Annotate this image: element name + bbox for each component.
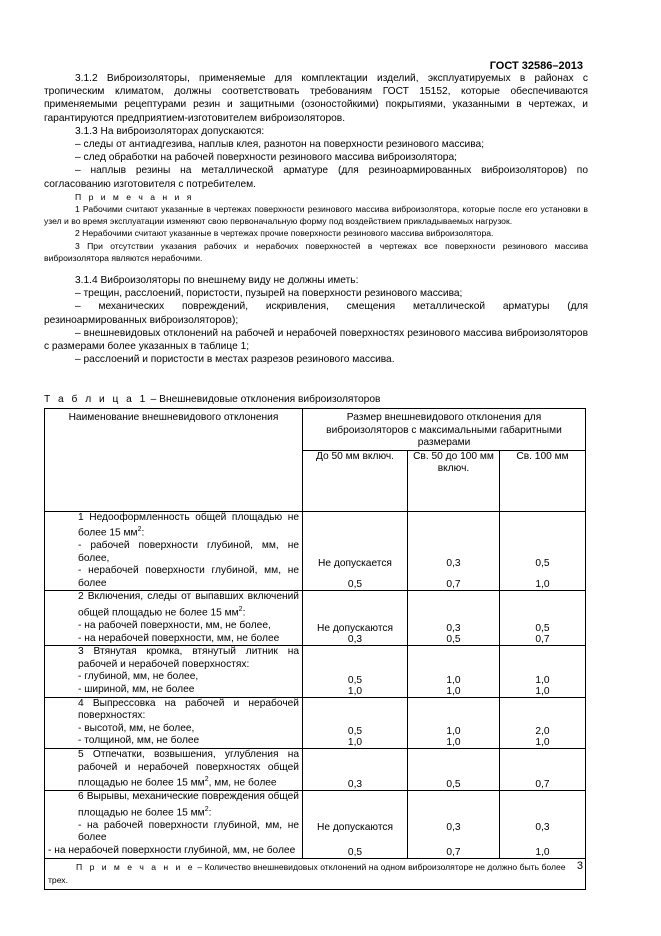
page-number: 3 — [576, 860, 583, 872]
list-item: – механических повреждений, искривления, смещения металлической арматуры (для резиноармированных виброизоляторов); — [44, 301, 588, 326]
standard-number: ГОСТ 32586–2013 — [489, 60, 583, 72]
table-cell: 0,7 — [500, 748, 586, 790]
table-cell: 0,3 — [303, 748, 408, 790]
table-cell: 0,5 1,0 — [303, 646, 408, 697]
table-cell: Не допускаются 0,5 — [303, 791, 408, 858]
table-cell: Не допускаются 0,3 — [303, 591, 408, 646]
table-row — [45, 748, 586, 790]
paragraph-3-1-3: 3.1.3 На виброизоляторах допускаются: — [75, 125, 265, 137]
column-header-name: Наименование внешневидового отклонения — [45, 409, 303, 512]
list-item: – расслоений и пористости в местах разрезов резинового массива. — [75, 354, 395, 366]
table-row — [45, 511, 586, 591]
row-4-title: 4 Выпрессовка на рабочей и нерабочей поверхностях: — [78, 697, 299, 722]
row-4-item-a: - высотой, мм, не более, — [78, 722, 195, 734]
row-1-name — [45, 511, 303, 591]
table-cell: 1,0 1,0 — [408, 697, 500, 748]
table-note: П р и м е ч а н и е – Количество внешневидовых отклонений на одном виброизоляторе не должно быть более трех. — [45, 858, 586, 889]
table-caption-text: – Внешневидовые отклонения виброизоляторов — [147, 394, 381, 405]
row-1-item-a: - рабочей поверхности глубиной, мм, не более, — [78, 540, 299, 564]
row-2-item-a: - на рабочей поверхности, мм, не более, — [78, 620, 271, 632]
row-5-name — [45, 748, 303, 790]
table-cell: 0,5 — [408, 748, 500, 790]
row-2-name — [45, 591, 303, 646]
table-cell: Не допускается 0,5 — [303, 511, 408, 591]
table-row — [45, 591, 586, 646]
table-cell: 0,5 1,0 — [303, 697, 408, 748]
table-cell: 1,0 1,0 — [500, 646, 586, 697]
table-note-row — [45, 858, 586, 889]
table-cell: 0,5 0,7 — [500, 591, 586, 646]
row-2-title: 2 Включения, следы от выпавших включений общей площадью не более 15 $мм^2$: — [78, 591, 299, 619]
table-cell: 0,5 1,0 — [500, 511, 586, 591]
table-row — [45, 791, 586, 858]
column-header-size: Размер внешневидового отклонения для виброизоляторов с максимальными габаритными размерами — [303, 409, 586, 451]
row-3-item-a: - глубиной, мм, не более, — [78, 671, 199, 683]
note-item: 2 Нерабочими считают указанные в чертежах прочие поверхности резинового массива виброизолятора. — [75, 228, 494, 239]
list-item: – наплыв резины на металлической арматуре (для резиноармированных виброизоляторов) по согласованию изготовителя с потребителем. — [44, 165, 588, 190]
note-item: 3 При отсутствии указания рабочих и нерабочих поверхностей в чертежах все поверхности резинового массива виброизолятора являются нерабочими. — [44, 240, 588, 263]
list-item: – следы от антиадгезива, наплыв клея, разнотон на поверхности резинового массива; — [75, 139, 485, 151]
note-item: 1 Рабочими считают указанные в чертежах поверхности резинового массива виброизолятора, которые после его установки в узел и во время эксплуатации изменяют свою первоначальную форму под воздействием прикладываемых нагрузок. — [44, 204, 588, 227]
paragraph-3-1-2: 3.1.2 Виброизоляторы, применяемые для комплектации изделий, эксплуатируемых в районах с тропическим климатом, должны соответствовать требованиям ГОСТ 15152, которые обеспечиваются применяемыми рецептурами резин и защитными (озоностойкими) покрытиями, указанными в чертежах, и гарантируются предприятием-изготовителем виброизоляторов. — [44, 73, 588, 124]
table-caption-prefix: Т а б л и ц а 1 — [44, 394, 148, 405]
list-item: – трещин, расслоений, пористости, пузырей на поверхности резинового массива; — [75, 288, 463, 300]
row-1-item-b: - нерабочей поверхности глубиной, мм, не более — [78, 565, 299, 589]
table-caption — [44, 394, 380, 405]
row-4-item-b: - толщиной, мм, не более — [78, 735, 200, 747]
list-item: – внешневидовых отклонений на рабочей и нерабочей поверхностях резинового массива виброизоляторов с размерами более указанных в таблице 1; — [44, 327, 588, 353]
table-cell: 0,3 1,0 — [500, 791, 586, 858]
table-row — [45, 697, 586, 748]
table-cell: 1,0 1,0 — [408, 646, 500, 697]
table-cell: 2,0 1,0 — [500, 697, 586, 748]
deviations-table — [44, 408, 586, 890]
row-6-name — [45, 791, 303, 858]
row-6-item-a: - на рабочей поверхности глубиной, мм, не более — [78, 819, 299, 844]
table-cell: 0,3 0,7 — [408, 791, 500, 858]
table-header-row — [45, 409, 586, 451]
spacer — [44, 264, 588, 274]
table-cell: 0,3 0,5 — [408, 591, 500, 646]
list-item: – след обработки на рабочей поверхности резинового массива виброизолятора; — [75, 152, 457, 164]
column-header-50-100: Св. 50 до 100 мм включ. — [408, 450, 500, 511]
row-5-title: 5 Отпечатки, возвышения, углубления на рабочей и нерабочей поверхностях общей площадью не более 15 $мм^2$, мм, не более — [78, 748, 299, 789]
row-3-item-b: - шириной, мм, не более — [78, 684, 195, 695]
paragraph-3-1-4: 3.1.4 Виброизоляторы по внешнему виду не должны иметь: — [75, 275, 359, 287]
row-2-item-b: - на нерабочей поверхности, мм, не более — [78, 632, 280, 644]
row-1-title: 1 Недооформленность общей площадью не более 15 $мм^2$: — [78, 511, 299, 539]
notes-title: П р и м е ч а н и я — [75, 191, 194, 202]
body-text — [44, 72, 588, 366]
column-header-over-100: Св. 100 мм — [500, 450, 586, 511]
table-row — [45, 646, 586, 697]
row-6-title: 6 Вырывы, механические повреждения общей площадью не более 15 $мм^2$: — [78, 791, 299, 819]
row-3-name — [45, 646, 303, 697]
row-4-name — [45, 697, 303, 748]
row-6-item-b: - на нерабочей поверхности глубиной, мм, не более — [48, 844, 296, 856]
table-cell: 0,3 0,7 — [408, 511, 500, 591]
row-3-title: 3 Втянутая кромка, втянутый литник на рабочей и нерабочей поверхностях: — [78, 646, 299, 670]
column-header-up-to-50: До 50 мм включ. — [303, 450, 408, 511]
